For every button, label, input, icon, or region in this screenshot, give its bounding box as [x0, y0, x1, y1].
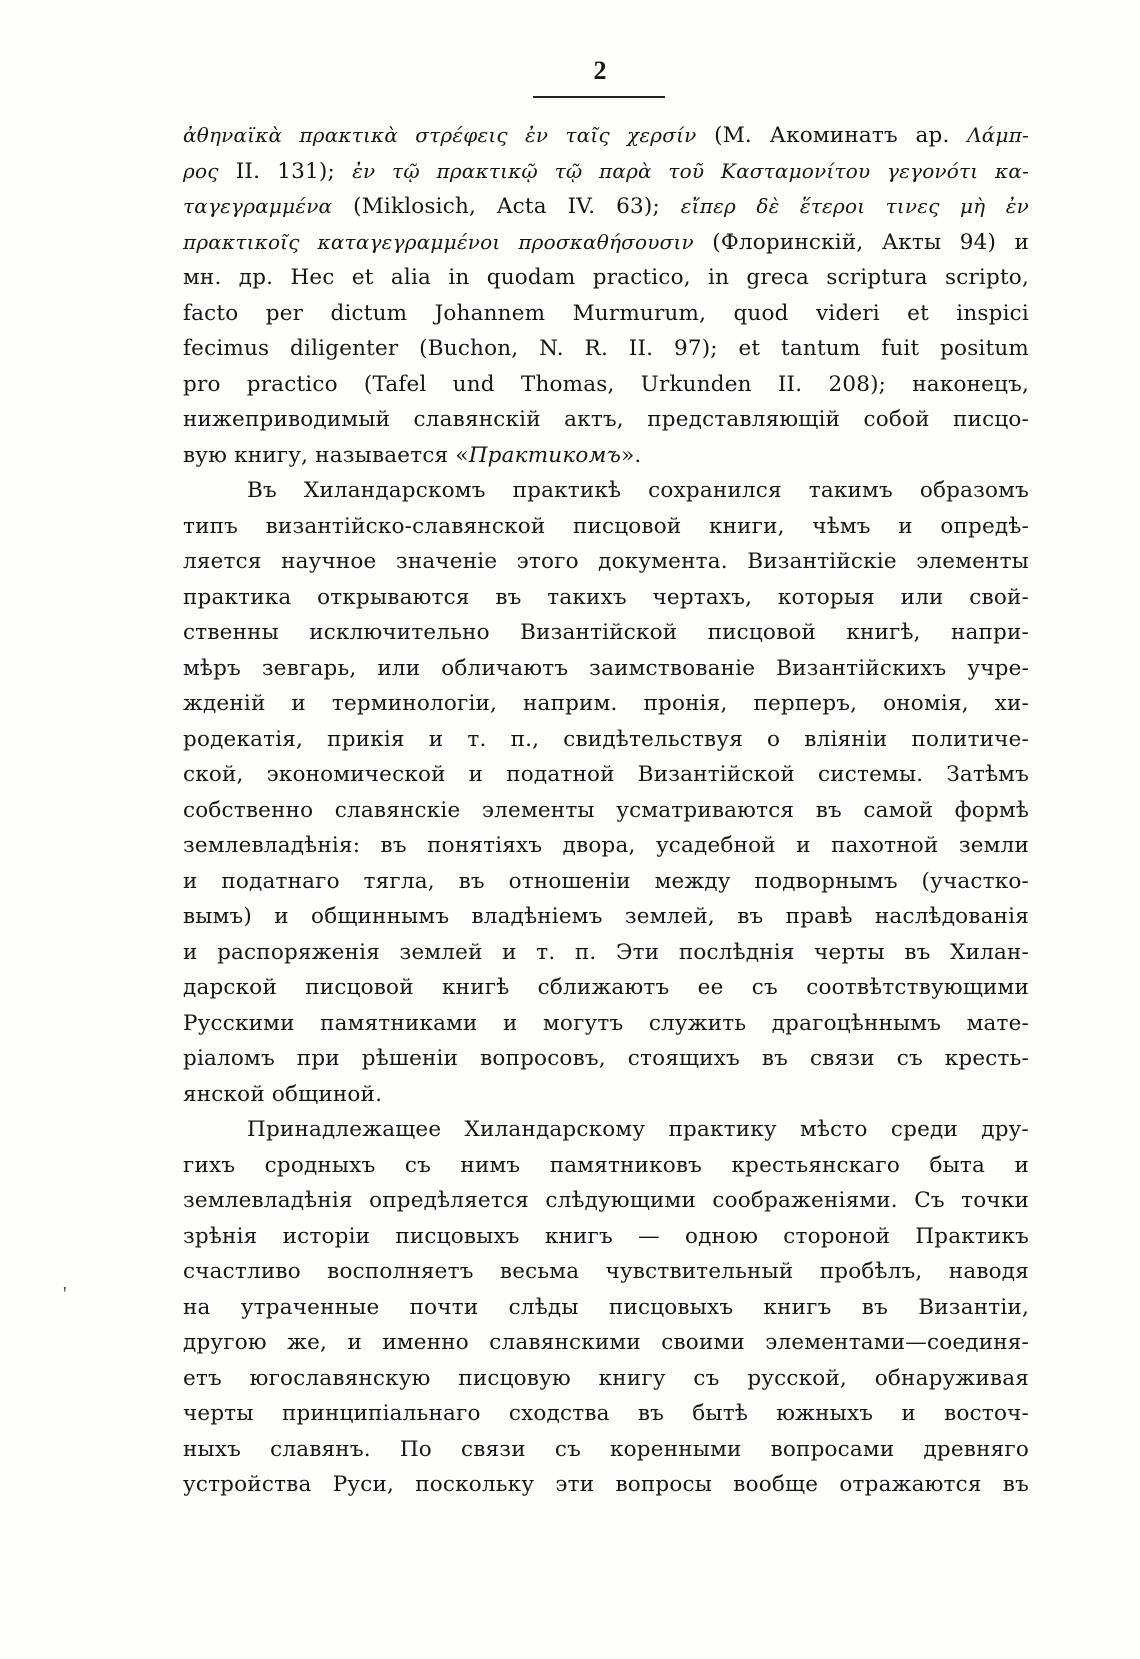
- text-run: гихъ сродныхъ съ нимъ памятниковъ крестьянскаго быта и: [183, 1152, 1029, 1178]
- text-run: ской, экономической и податной Византійской системы. Затѣмъ: [183, 762, 1029, 787]
- text-line: [183, 757, 1029, 793]
- text-run: (М. Акоминатъ ар.: [696, 123, 968, 148]
- text-line: [183, 1290, 1029, 1326]
- text-line: [183, 438, 1029, 474]
- text-run: facto per dictum Johannem Murmurum, quod videri et inspici: [183, 300, 1029, 326]
- text-run: мн. др. Hec et alia in quodam practico, in greca scriptura scripto,: [183, 265, 1029, 290]
- text-line: [183, 1325, 1029, 1361]
- text-run: (Miklosich, Acta IV. 63);: [332, 194, 681, 219]
- text-run: ляется научное значеніе этого документа. Византійскіе элементы: [183, 549, 1029, 574]
- text-line: [183, 118, 1029, 154]
- text-line: [183, 473, 1029, 509]
- text-line: [183, 1396, 1029, 1432]
- text-run: вую книгу, называется «: [183, 442, 469, 468]
- text-run: pro practico (Tafel und Thomas, Urkunden II. 208); наконецъ,: [183, 371, 1029, 397]
- text-line: [183, 970, 1029, 1006]
- text-run: жденій и терминологіи, наприм. пронія, перперъ, ономія, хи-: [183, 691, 1029, 716]
- text-run: зрѣнія исторіи писцовыхъ книгъ — одною стороной Практикъ: [183, 1223, 1029, 1249]
- text-line: [183, 154, 1029, 190]
- text-run: и податнаго тягла, въ отношеніи между подворнымъ (участко-: [183, 868, 1029, 894]
- text-run: янской общиной.: [183, 1081, 383, 1107]
- page-number-rule: [533, 96, 665, 98]
- text-run: (Флоринскій, Акты 94) и: [693, 229, 1029, 255]
- text-line: [183, 225, 1029, 261]
- text-run: собственно славянскіе элементы усматриваются въ самой формѣ: [183, 797, 1029, 823]
- text-run: и распоряженія землей и т. п. Эти послѣднія черты въ Хилан-: [183, 939, 1029, 965]
- text-line: [183, 1148, 1029, 1184]
- text-line: [183, 864, 1029, 900]
- text-run: нижеприводимый славянскій актъ, представляющій собой писцо-: [183, 407, 1029, 432]
- greek-quote: Λάμπ-: [967, 123, 1029, 147]
- text-line: [183, 615, 1029, 651]
- text-run: Русскими памятниками и могутъ служить драгоцѣннымъ мате-: [183, 1010, 1029, 1036]
- text-line: [183, 686, 1029, 722]
- text-run: землевладѣнія: въ понятіяхъ двора, усадебной и пахотной земли: [183, 833, 1029, 858]
- text-line: [183, 1219, 1029, 1255]
- text-run: типъ византійско-славянской писцовой книги, чѣмъ и опредѣ-: [183, 513, 1029, 539]
- text-run: ныхъ славянъ. По связи съ коренными вопросами древняго: [183, 1436, 1029, 1462]
- greek-quote: ρος: [183, 158, 219, 183]
- text-line: [183, 1006, 1029, 1042]
- page-number: 2: [593, 56, 607, 85]
- text-line: [183, 544, 1029, 580]
- text-line: [183, 1041, 1029, 1077]
- text-line: [183, 793, 1029, 829]
- text-line: [183, 1077, 1029, 1113]
- text-line: [183, 1112, 1029, 1148]
- text-run: землевладѣнія опредѣляется слѣдующими соображеніями. Съ точки: [183, 1188, 1029, 1213]
- text-line: [183, 580, 1029, 616]
- greek-quote: ταγεγραμμένα: [183, 194, 333, 218]
- greek-quote: εἴπερ δὲ ἕτεροι τινες μὴ ἐν: [680, 194, 1029, 218]
- text-line: [183, 1254, 1029, 1290]
- greek-quote: ἐν τῷ πρακτικῷ τῷ παρὰ τοῦ Κασταμονίτου γεγονότι κα-: [352, 158, 1029, 183]
- text-run: fecimus diligenter (Buchon, N. R. II. 97); et tantum fuit positum: [183, 336, 1029, 361]
- text-line: [183, 260, 1029, 296]
- text-run: вымъ) и общиннымъ владѣніемъ землей, въ правѣ наслѣдованія: [183, 904, 1029, 929]
- text-line: [183, 1361, 1029, 1397]
- text-run: ».: [621, 442, 642, 468]
- margin-mark: ': [63, 1283, 67, 1305]
- text-line: [183, 899, 1029, 935]
- text-line: [183, 722, 1029, 758]
- text-run: ственны исключительно Византійской писцовой книгѣ, напри-: [183, 620, 1029, 645]
- text-run: II. 131);: [218, 158, 353, 184]
- text-run: на утраченные почти слѣды писцовыхъ книгъ въ Византіи,: [183, 1294, 1029, 1320]
- text-line: [183, 367, 1029, 403]
- text-run: счастливо восполняетъ весьма чувствительный пробѣлъ, наводя: [183, 1259, 1029, 1284]
- text-run: мѣръ зевгарь, или обличаютъ заимствованіе Византійскихъ учре-: [183, 655, 1029, 681]
- text-line: [183, 189, 1029, 225]
- text-line: [183, 1432, 1029, 1468]
- text-run: другою же, и именно славянскими своими элементами—соединя-: [183, 1330, 1029, 1355]
- text-run: Принадлежащее Хиландарскому практику мѣсто среди дру-: [247, 1117, 1029, 1142]
- text-line: [183, 651, 1029, 687]
- text-run: устройства Руси, поскольку эти вопросы вообще отражаются въ: [183, 1472, 1029, 1497]
- text-line: [183, 509, 1029, 545]
- text-line: [183, 828, 1029, 864]
- text-line: [183, 296, 1029, 332]
- text-run: практика открываются въ такихъ чертахъ, которыя или свой-: [183, 584, 1029, 610]
- text-run: черты принципіальнаго сходства въ бытѣ южныхъ и восточ-: [183, 1401, 1029, 1426]
- greek-quote: πρακτικοῖς καταγεγραμμένοι προσκαθήσουσιν: [183, 229, 694, 254]
- greek-quote: ἀθηναϊκὰ πρακτικὰ στρέφεις ἐν ταῖς χερσίν: [183, 123, 697, 147]
- text-line: [183, 1183, 1029, 1219]
- emphasized-term: Практикомъ: [468, 442, 622, 468]
- text-line: [183, 1467, 1029, 1503]
- text-run: дарской писцовой книгѣ сближаютъ ее съ соотвѣтствующими: [183, 975, 1029, 1000]
- text-line: [183, 935, 1029, 971]
- text-run: Въ Хиландарскомъ практикѣ сохранился такимъ образомъ: [247, 478, 1029, 503]
- text-run: родекатія, прикія и т. п., свидѣтельствуя о вліяніи политиче-: [183, 726, 1029, 752]
- text-run: етъ югославянскую писцовую книгу съ русской, обнаруживая: [183, 1365, 1029, 1391]
- text-run: ріаломъ при рѣшеніи вопросовъ, стоящихъ въ связи съ кресть-: [183, 1046, 1029, 1071]
- text-line: [183, 331, 1029, 367]
- text-line: [183, 402, 1029, 438]
- body-text: [183, 118, 1029, 1503]
